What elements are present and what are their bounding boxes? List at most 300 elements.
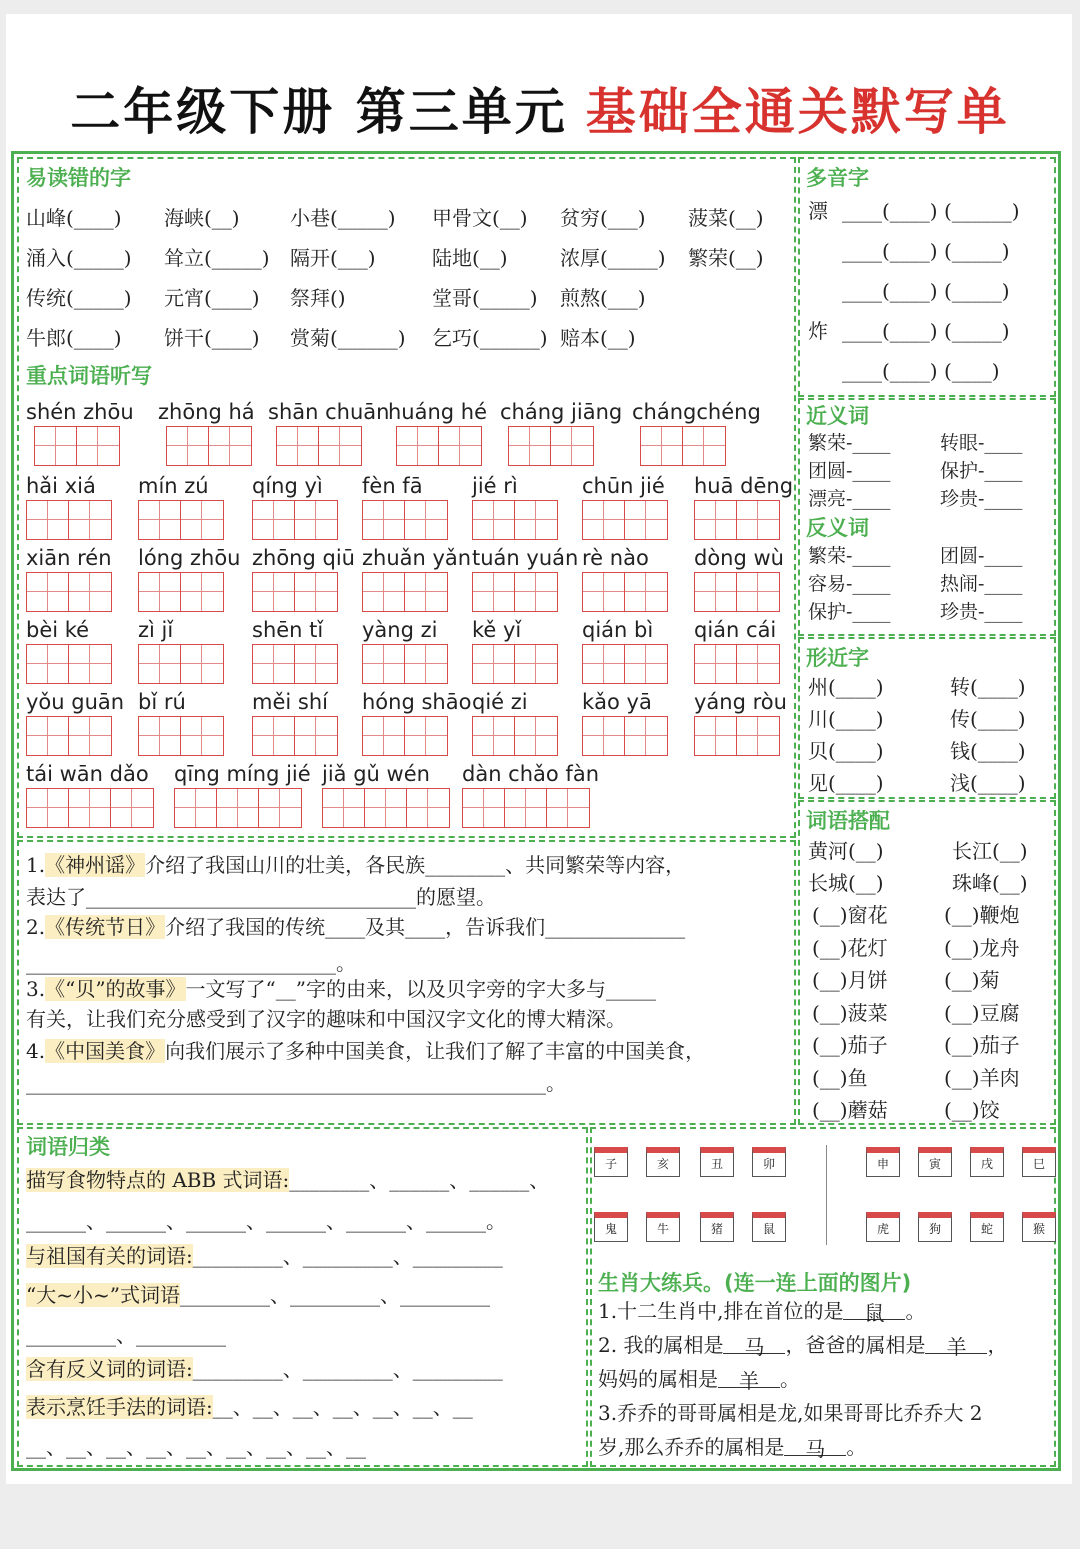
pinyin-label: qián cái: [694, 618, 777, 642]
ant-item[interactable]: 保护-____: [808, 601, 891, 623]
poly-blank[interactable]: ____(____) (____): [842, 359, 1000, 383]
pinyin-label: yáng ròu: [694, 690, 787, 714]
grid-cell[interactable]: [27, 501, 69, 539]
easy-word[interactable]: 煎熬(___): [560, 286, 646, 310]
writing-grid[interactable]: [138, 716, 224, 756]
zodiac-text: ，爸爸的属相是: [785, 1333, 926, 1357]
zodiac-text: 1.十二生肖中,排在首位的是: [598, 1299, 844, 1323]
pinyin-label: zhōng há: [158, 400, 255, 424]
grid-cell[interactable]: [139, 573, 181, 611]
poly-blank[interactable]: ____(____) (______): [842, 199, 1020, 223]
grid-cell[interactable]: [397, 427, 439, 465]
similar-item[interactable]: 钱(____): [950, 739, 1026, 763]
grid-cell[interactable]: [515, 573, 557, 611]
grid-cell[interactable]: [253, 501, 295, 539]
syn-item[interactable]: 团圆-____: [808, 460, 891, 482]
match-top-item[interactable]: 长城(__): [808, 871, 884, 895]
match-row-item[interactable]: (__)窗花: [812, 903, 888, 927]
grid-cell[interactable]: [175, 789, 217, 827]
grid-cell[interactable]: [473, 645, 515, 683]
pinyin-label: bǐ rú: [138, 690, 186, 714]
zodiac-answer[interactable]: 羊: [718, 1368, 780, 1388]
ant-item[interactable]: 容易-____: [808, 573, 891, 595]
reading-line: [26, 914, 685, 940]
grid-cell[interactable]: [69, 717, 111, 755]
pinyin-label: hóng shāo: [362, 690, 472, 714]
classify-blanks[interactable]: _________、_________、_________: [192, 1357, 503, 1381]
pinyin-label: xiān rén: [26, 546, 112, 570]
syn-item[interactable]: 珍贵-____: [940, 488, 1023, 510]
classify-label: 含有反义词的词语:: [26, 1357, 193, 1381]
grid-cell[interactable]: [695, 501, 737, 539]
zodiac-question: [598, 1400, 983, 1426]
pinyin-label: qié zi: [472, 690, 528, 714]
easy-heading: 易读错的字: [26, 166, 131, 190]
pinyin-label: shén zhōu: [26, 400, 134, 424]
zodiac-answer[interactable]: 鼠: [843, 1300, 905, 1320]
zodiac-question: [598, 1298, 925, 1324]
writing-grid[interactable]: [694, 500, 780, 540]
reading-text[interactable]: ____________________________________________________。: [26, 1071, 566, 1095]
grid-cell[interactable]: [217, 789, 259, 827]
easy-word[interactable]: 陆地(__): [432, 246, 508, 270]
easy-word[interactable]: 甲骨文(__): [432, 206, 528, 230]
grid-cell[interactable]: [515, 717, 557, 755]
grid-cell[interactable]: [77, 427, 119, 465]
grid-cell[interactable]: [277, 427, 319, 465]
grid-cell[interactable]: [295, 645, 337, 683]
zodiac-text: 2. 我的属相是: [598, 1333, 724, 1357]
grid-cell[interactable]: [583, 717, 625, 755]
writing-grid[interactable]: [138, 644, 224, 684]
easy-word[interactable]: 赏菊(______): [290, 326, 406, 350]
pinyin-label: dàn chǎo fàn: [462, 762, 600, 786]
classify-blanks[interactable]: _________、_________、_________: [179, 1283, 490, 1307]
reading-line: [26, 950, 356, 976]
zodiac-question: [598, 1332, 1007, 1358]
zodiac-card[interactable]: 虎: [866, 1212, 900, 1242]
classify-line: [26, 1282, 490, 1308]
easy-word[interactable]: 赔本(__): [560, 326, 636, 350]
grid-cell[interactable]: [111, 789, 153, 827]
grid-cell[interactable]: [27, 645, 69, 683]
classify-blanks[interactable]: _________、_________: [26, 1323, 226, 1347]
writing-grid[interactable]: [362, 500, 448, 540]
easy-word[interactable]: 涌入(_____): [26, 246, 132, 270]
easy-word[interactable]: 元宵(____): [164, 286, 260, 310]
grid-cell[interactable]: [363, 717, 405, 755]
easy-word[interactable]: 山峰(____): [26, 206, 122, 230]
grid-cell[interactable]: [407, 789, 449, 827]
zodiac-text: 妈妈的属相是: [598, 1367, 718, 1391]
grid-cell[interactable]: [695, 573, 737, 611]
grid-cell[interactable]: [69, 501, 111, 539]
grid-cell[interactable]: [695, 645, 737, 683]
writing-grid[interactable]: [138, 572, 224, 612]
pinyin-label: chūn jié: [582, 474, 665, 498]
match-top-item[interactable]: 长江(__): [952, 839, 1028, 863]
writing-grid[interactable]: [26, 644, 112, 684]
zodiac-card[interactable]: 猴: [1022, 1212, 1056, 1242]
grid-cell[interactable]: [473, 573, 515, 611]
pinyin-label: měi shí: [252, 690, 328, 714]
grid-cell[interactable]: [737, 501, 779, 539]
pinyin-label: qíng yì: [252, 474, 323, 498]
grid-cell[interactable]: [515, 501, 557, 539]
grid-cell[interactable]: [583, 501, 625, 539]
zodiac-text: 。: [905, 1299, 926, 1323]
grid-cell[interactable]: [181, 717, 223, 755]
classify-blanks[interactable]: ________、______、______、: [289, 1168, 550, 1192]
zodiac-question: [598, 1434, 866, 1460]
grid-cell[interactable]: [209, 427, 251, 465]
pinyin-label: zì jǐ: [138, 618, 174, 642]
reading-lead: 表达了: [26, 885, 86, 909]
writing-grid[interactable]: [396, 426, 482, 466]
pinyin-label: jiǎ gǔ wén: [322, 762, 430, 786]
writing-grid[interactable]: [26, 716, 112, 756]
writing-grid[interactable]: [694, 644, 780, 684]
match-row-item[interactable]: (__)鞭炮: [944, 903, 1020, 927]
classify-line: [26, 1243, 503, 1269]
writing-grid[interactable]: [26, 788, 154, 828]
writing-grid[interactable]: [26, 500, 112, 540]
writing-grid[interactable]: [472, 644, 558, 684]
zodiac-text: ，: [987, 1333, 1008, 1357]
ant-item[interactable]: 珍贵-____: [940, 601, 1023, 623]
pinyin-label: mín zú: [138, 474, 209, 498]
grid-cell[interactable]: [625, 573, 667, 611]
reading-lead: 有关，让我们充分感受到了汉字的趣味和中国汉字文化的博大精深。: [26, 1007, 626, 1031]
reading-line: [26, 1038, 705, 1064]
grid-cell[interactable]: [405, 645, 447, 683]
reading-lead: 4.: [26, 1039, 46, 1063]
zodiac-card[interactable]: 牛: [646, 1212, 680, 1242]
grid-cell[interactable]: [139, 501, 181, 539]
grid-cell[interactable]: [181, 645, 223, 683]
similar-item[interactable]: 贝(____): [808, 739, 884, 763]
classify-line: [26, 1434, 366, 1460]
grid-cell[interactable]: [69, 573, 111, 611]
zodiac-card[interactable]: 鼠: [752, 1212, 786, 1242]
pinyin-label: shān chuān: [268, 400, 390, 424]
syn-item[interactable]: 转眼-____: [940, 432, 1023, 454]
zodiac-card[interactable]: 申: [866, 1147, 900, 1177]
writing-grid[interactable]: [582, 500, 668, 540]
grid-cell[interactable]: [27, 789, 69, 827]
match-row-item[interactable]: (__)月饼: [812, 968, 888, 992]
pinyin-label: chángchéng: [632, 400, 761, 424]
easy-word[interactable]: 堂哥(_____): [432, 286, 538, 310]
poly-blank[interactable]: ____(____) (_____): [842, 319, 1010, 343]
reading-text[interactable]: _______________________________。: [26, 951, 356, 975]
reading-text[interactable]: _________________________________的愿望。: [86, 885, 496, 909]
classify-label: 表示烹饪手法的词语:: [26, 1395, 213, 1419]
ant-item[interactable]: 热闹-____: [940, 573, 1023, 595]
writing-grid[interactable]: [694, 716, 780, 756]
grid-cell[interactable]: [363, 573, 405, 611]
writing-grid[interactable]: [252, 716, 338, 756]
pinyin-label: rè nào: [582, 546, 649, 570]
reading-line: [26, 1006, 626, 1032]
writing-grid[interactable]: [138, 500, 224, 540]
writing-grid[interactable]: [174, 788, 302, 828]
reading-title: 《神州谣》: [45, 853, 146, 877]
grid-cell[interactable]: [295, 501, 337, 539]
poly-blank[interactable]: ____(____) (_____): [842, 279, 1010, 303]
similar-item[interactable]: 见(____): [808, 771, 884, 795]
writing-grid[interactable]: [26, 572, 112, 612]
poly-char: 漂: [808, 199, 828, 223]
easy-word[interactable]: 菠菜(__): [688, 206, 764, 230]
grid-cell[interactable]: [295, 573, 337, 611]
pinyin-label: yàng zi: [362, 618, 438, 642]
easy-word[interactable]: 牛郎(____): [26, 326, 122, 350]
similar-item[interactable]: 浅(____): [950, 771, 1026, 795]
pinyin-label: yǒu guān: [26, 690, 125, 714]
easy-word[interactable]: 传统(_____): [26, 286, 132, 310]
classify-line: [26, 1322, 226, 1348]
easy-word[interactable]: 耸立(_____): [164, 246, 270, 270]
writing-grid[interactable]: [252, 572, 338, 612]
reading-text[interactable]: 一文写了“__”字的由来，以及贝字旁的字大多与_____: [185, 977, 656, 1001]
match-row-item[interactable]: (__)菠菜: [812, 1000, 888, 1025]
match-top-item[interactable]: 黄河(__): [808, 839, 884, 863]
classify-blanks[interactable]: __、__、__、__、__、__、__: [212, 1395, 473, 1419]
reading-title: 《中国美食》: [45, 1039, 166, 1063]
reading-lead: 2.: [26, 915, 46, 939]
grid-cell[interactable]: [319, 427, 361, 465]
grid-cell[interactable]: [69, 789, 111, 827]
grid-cell[interactable]: [139, 717, 181, 755]
match-top-item[interactable]: 珠峰(__): [952, 871, 1028, 895]
grid-cell[interactable]: [641, 427, 683, 465]
pinyin-label: lóng zhōu: [138, 546, 241, 570]
writing-grid[interactable]: [362, 572, 448, 612]
classify-blanks[interactable]: ______、______、______、______、______、______。: [26, 1209, 506, 1233]
match-heading: 词语搭配: [806, 809, 890, 833]
pinyin-label: tuán yuán: [472, 546, 579, 570]
easy-word[interactable]: 饼干(____): [164, 326, 260, 350]
grid-cell[interactable]: [181, 501, 223, 539]
zodiac-text: 。: [780, 1367, 800, 1391]
grid-cell[interactable]: [405, 717, 447, 755]
syn-item[interactable]: 保护-____: [940, 460, 1023, 482]
writing-grid[interactable]: [252, 644, 338, 684]
grid-cell[interactable]: [253, 573, 295, 611]
ant-item[interactable]: 团圆-____: [940, 545, 1023, 567]
zodiac-card[interactable]: 蛇: [970, 1212, 1004, 1242]
writing-grid[interactable]: [276, 426, 362, 466]
classify-line: [26, 1394, 473, 1420]
poly-blank[interactable]: ____(____) (_____): [842, 239, 1010, 263]
grid-cell[interactable]: [439, 427, 481, 465]
match-row-item[interactable]: (__)鱼: [812, 1065, 868, 1090]
grid-cell[interactable]: [323, 789, 365, 827]
grid-cell[interactable]: [583, 573, 625, 611]
writing-grid[interactable]: [34, 426, 120, 466]
reading-line: [26, 976, 656, 1002]
zodiac-card[interactable]: 鬼: [594, 1212, 628, 1242]
writing-grid[interactable]: [472, 572, 558, 612]
grid-cell[interactable]: [405, 573, 447, 611]
writing-grid[interactable]: [582, 572, 668, 612]
zodiac-card[interactable]: 卯: [752, 1147, 786, 1177]
match-row-item[interactable]: (__)豆腐: [944, 1000, 1020, 1025]
classify-line: [26, 1167, 549, 1193]
classify-line: [26, 1356, 503, 1382]
similar-item[interactable]: 州(____): [808, 675, 884, 699]
easy-word[interactable]: 贫穷(___): [560, 206, 646, 230]
ant-item[interactable]: 繁荣-____: [808, 545, 891, 567]
grid-cell[interactable]: [139, 645, 181, 683]
pinyin-label: huā dēng: [694, 474, 794, 498]
zodiac-card[interactable]: 戌: [970, 1147, 1004, 1177]
writing-grid[interactable]: [166, 426, 252, 466]
grid-cell[interactable]: [695, 717, 737, 755]
zodiac-answer[interactable]: 马: [784, 1436, 846, 1456]
zodiac-answer[interactable]: 羊: [925, 1334, 987, 1354]
grid-cell[interactable]: [625, 645, 667, 683]
match-row-item[interactable]: (__)茄子: [944, 1033, 1020, 1057]
writing-grid[interactable]: [322, 788, 450, 828]
grid-cell[interactable]: [35, 427, 77, 465]
match-row-item[interactable]: (__)蘑菇: [812, 1098, 888, 1122]
ant-heading: 反义词: [806, 516, 869, 540]
dictation-heading: 重点词语听写: [26, 364, 152, 388]
reading-text[interactable]: 向我们展示了多种中国美食，让我们了解了丰富的中国美食，: [165, 1039, 706, 1063]
pinyin-label: kǎo yā: [582, 690, 652, 714]
writing-grid[interactable]: [472, 500, 558, 540]
grid-cell[interactable]: [363, 501, 405, 539]
pinyin-label: kě yǐ: [472, 618, 522, 642]
writing-grid[interactable]: [694, 572, 780, 612]
grid-cell[interactable]: [625, 717, 667, 755]
zodiac-card[interactable]: 狗: [918, 1212, 952, 1242]
grid-cell[interactable]: [737, 717, 779, 755]
grid-cell[interactable]: [737, 573, 779, 611]
easy-word[interactable]: 祭拜(): [290, 286, 346, 310]
reading-lead: 3.: [26, 977, 46, 1001]
similar-item[interactable]: 转(____): [950, 675, 1026, 699]
grid-cell[interactable]: [27, 573, 69, 611]
similar-heading: 形近字: [806, 646, 869, 670]
grid-cell[interactable]: [473, 501, 515, 539]
grid-cell[interactable]: [69, 645, 111, 683]
writing-grid[interactable]: [582, 716, 668, 756]
zodiac-text: 3.乔乔的哥哥属相是龙,如果哥哥比乔乔大 2: [598, 1401, 983, 1425]
grid-cell[interactable]: [551, 427, 593, 465]
easy-word[interactable]: 小巷(_____): [290, 206, 396, 230]
zodiac-text: 岁,那么乔乔的属相是: [598, 1435, 785, 1459]
similar-item[interactable]: 传(____): [950, 707, 1026, 731]
reading-text[interactable]: 介绍了我国山川的壮美，各民族________、共同繁荣等内容，: [145, 853, 686, 877]
match-row-item[interactable]: (__)花灯: [812, 935, 888, 960]
grid-cell[interactable]: [259, 789, 301, 827]
zodiac-answer[interactable]: 马: [723, 1334, 785, 1354]
syn-item[interactable]: 繁荣-____: [808, 432, 891, 454]
pinyin-label: dòng wù: [694, 546, 784, 570]
writing-grid[interactable]: [252, 500, 338, 540]
easy-word[interactable]: 浓厚(_____): [560, 246, 666, 270]
reading-title: 《“贝”的故事》: [45, 977, 186, 1001]
grid-cell[interactable]: [509, 427, 551, 465]
writing-grid[interactable]: [472, 716, 558, 756]
poly-heading: 多音字: [806, 166, 869, 190]
easy-word[interactable]: 隔开(___): [290, 246, 376, 270]
writing-grid[interactable]: [362, 644, 448, 684]
grid-cell[interactable]: [363, 645, 405, 683]
grid-cell[interactable]: [683, 427, 725, 465]
match-row-item[interactable]: (__)羊肉: [944, 1065, 1020, 1090]
zodiac-card[interactable]: 猪: [700, 1212, 734, 1242]
grid-cell[interactable]: [167, 427, 209, 465]
classify-blanks[interactable]: _________、_________、_________: [192, 1244, 503, 1268]
grid-cell[interactable]: [405, 501, 447, 539]
grid-cell[interactable]: [515, 645, 557, 683]
zodiac-card[interactable]: 子: [594, 1147, 628, 1177]
grid-cell[interactable]: [365, 789, 407, 827]
zodiac-card[interactable]: 巳: [1022, 1147, 1056, 1177]
grid-cell[interactable]: [253, 717, 295, 755]
zodiac-divider: [826, 1145, 827, 1245]
pinyin-label: tái wān dǎo: [26, 762, 149, 786]
grid-cell[interactable]: [181, 573, 223, 611]
writing-grid[interactable]: [508, 426, 594, 466]
writing-grid[interactable]: [462, 788, 590, 828]
writing-grid[interactable]: [362, 716, 448, 756]
classify-label: “大~小~”式词语: [26, 1283, 180, 1307]
reading-title: 《传统节日》: [45, 915, 166, 939]
grid-cell[interactable]: [463, 789, 505, 827]
pinyin-label: fèn fā: [362, 474, 423, 498]
easy-word[interactable]: 海峡(__): [164, 206, 240, 230]
pinyin-label: zhōng qiū: [252, 546, 355, 570]
zodiac-question: [598, 1366, 800, 1392]
reading-line: [26, 852, 685, 878]
reading-text[interactable]: 介绍了我国的传统____及其____，告诉我们______________: [165, 915, 686, 939]
grid-cell[interactable]: [295, 717, 337, 755]
grid-cell[interactable]: [625, 501, 667, 539]
zodiac-card[interactable]: 亥: [646, 1147, 680, 1177]
reading-line: [26, 884, 496, 910]
classify-blanks[interactable]: __、__、__、__、__、__、__、__、__: [26, 1435, 366, 1459]
syn-item[interactable]: 漂亮-____: [808, 488, 891, 510]
writing-grid[interactable]: [582, 644, 668, 684]
match-row-item[interactable]: (__)饺: [944, 1098, 1000, 1122]
syn-heading: 近义词: [806, 404, 869, 428]
pinyin-label: shēn tǐ: [252, 618, 324, 642]
easy-word[interactable]: 乞巧(______): [432, 326, 548, 350]
match-row-item[interactable]: (__)龙舟: [944, 935, 1020, 960]
grid-cell[interactable]: [253, 645, 295, 683]
grid-cell[interactable]: [505, 789, 547, 827]
grid-cell[interactable]: [27, 717, 69, 755]
grid-cell[interactable]: [473, 717, 515, 755]
classify-label: 与祖国有关的词语:: [26, 1244, 193, 1268]
zodiac-card[interactable]: 寅: [918, 1147, 952, 1177]
zodiac-card[interactable]: 丑: [700, 1147, 734, 1177]
match-row-item[interactable]: (__)菊: [944, 968, 1000, 992]
grid-cell[interactable]: [547, 789, 589, 827]
classify-label: 描写食物特点的 ABB 式词语:: [26, 1168, 290, 1192]
similar-item[interactable]: 川(____): [808, 707, 884, 731]
grid-cell[interactable]: [737, 645, 779, 683]
writing-grid[interactable]: [640, 426, 726, 466]
match-row-item[interactable]: (__)茄子: [812, 1033, 888, 1057]
grid-cell[interactable]: [583, 645, 625, 683]
easy-word[interactable]: 繁荣(__): [688, 246, 764, 270]
